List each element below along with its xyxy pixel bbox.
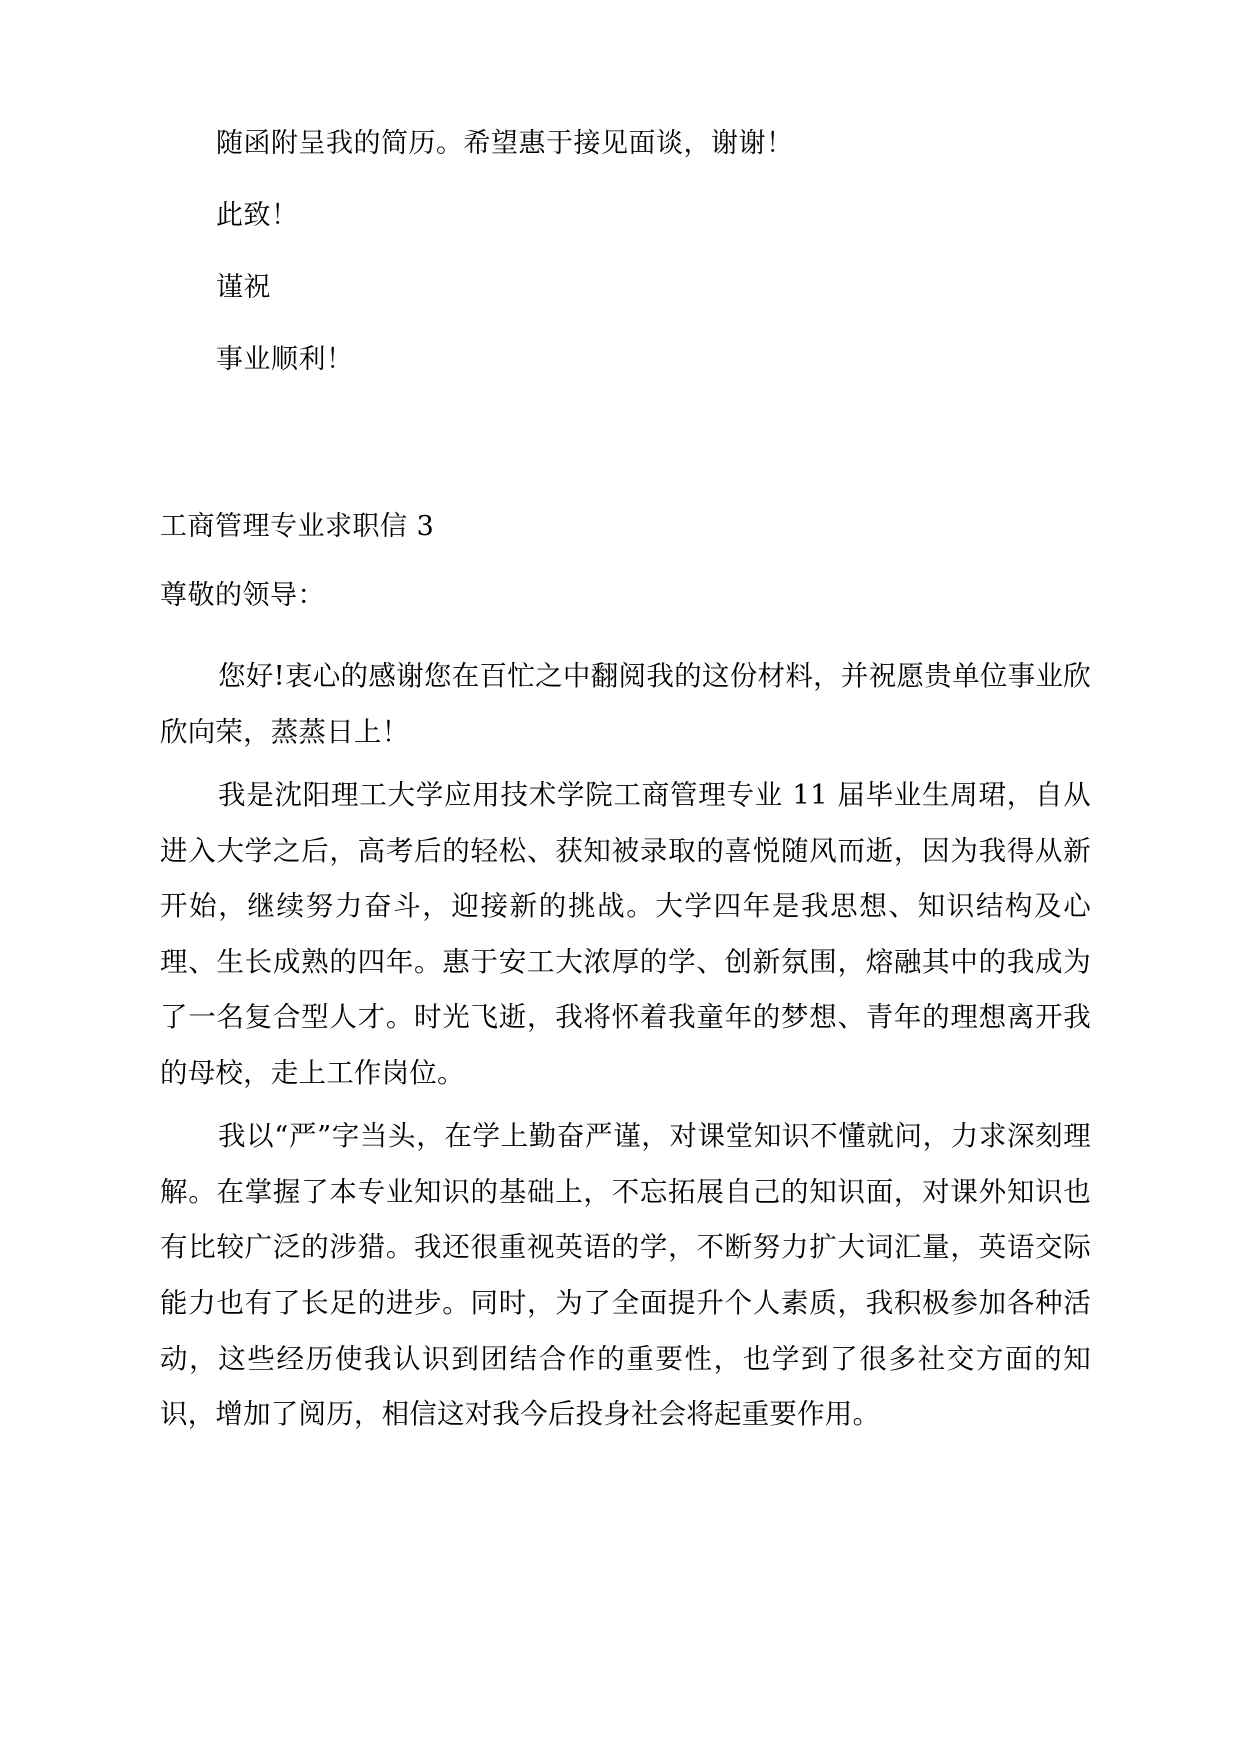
salutation: 尊敬的领导： bbox=[160, 580, 325, 611]
section-heading: 工商管理专业求职信 3 bbox=[160, 511, 435, 542]
closing-line-1: 随函附呈我的简历。希望惠于接见面谈，谢谢！ bbox=[216, 128, 794, 159]
paragraph-3: 我以“严”字当头，在学上勤奋严谨，对课堂知识不懂就问，力求深刻理解。在掌握了本专业知识的基础上，不忘拓展自己的知识面，对课外知识也有比较广泛的涉猎。我还很重视英语的学，不断努力扩大词汇量，英语交际能力也有了长足的进步。同时，为了全面提升个人素质，我积极参加各种活动，这些经历使我认识到团结合作的重要性，也学到了很多社交方面的知识，增加了阅历，相信这对我今后投身社会将起重要作用。 bbox=[160, 1120, 1091, 1431]
closing-line-2: 此致！ bbox=[216, 200, 299, 231]
closing-line-3: 谨祝 bbox=[216, 272, 271, 303]
paragraph-1: 您好!衷心的感谢您在百忙之中翻阅我的这份材料，并祝愿贵单位事业欣欣向荣，蒸蒸日上！ bbox=[160, 660, 1091, 748]
section-spacer bbox=[160, 418, 1091, 513]
document-body bbox=[160, 130, 1091, 1443]
paragraph-2: 我是沈阳理工大学应用技术学院工商管理专业 11 届毕业生周珺，自从进入大学之后，高考后的轻松、获知被录取的喜悦随风而逝，因为我得从新开始，继续努力奋斗，迎接新的挑战。大学四年是我思想、知识结构及心理、生长成熟的四年。惠于安工大浓厚的学、创新氛围，熔融其中的我成为了一名复合型人才。时光飞逝，我将怀着我童年的梦想、青年的理想离开我的母校，走上工作岗位。 bbox=[160, 779, 1091, 1089]
closing-line-4: 事业顺利！ bbox=[216, 344, 354, 375]
